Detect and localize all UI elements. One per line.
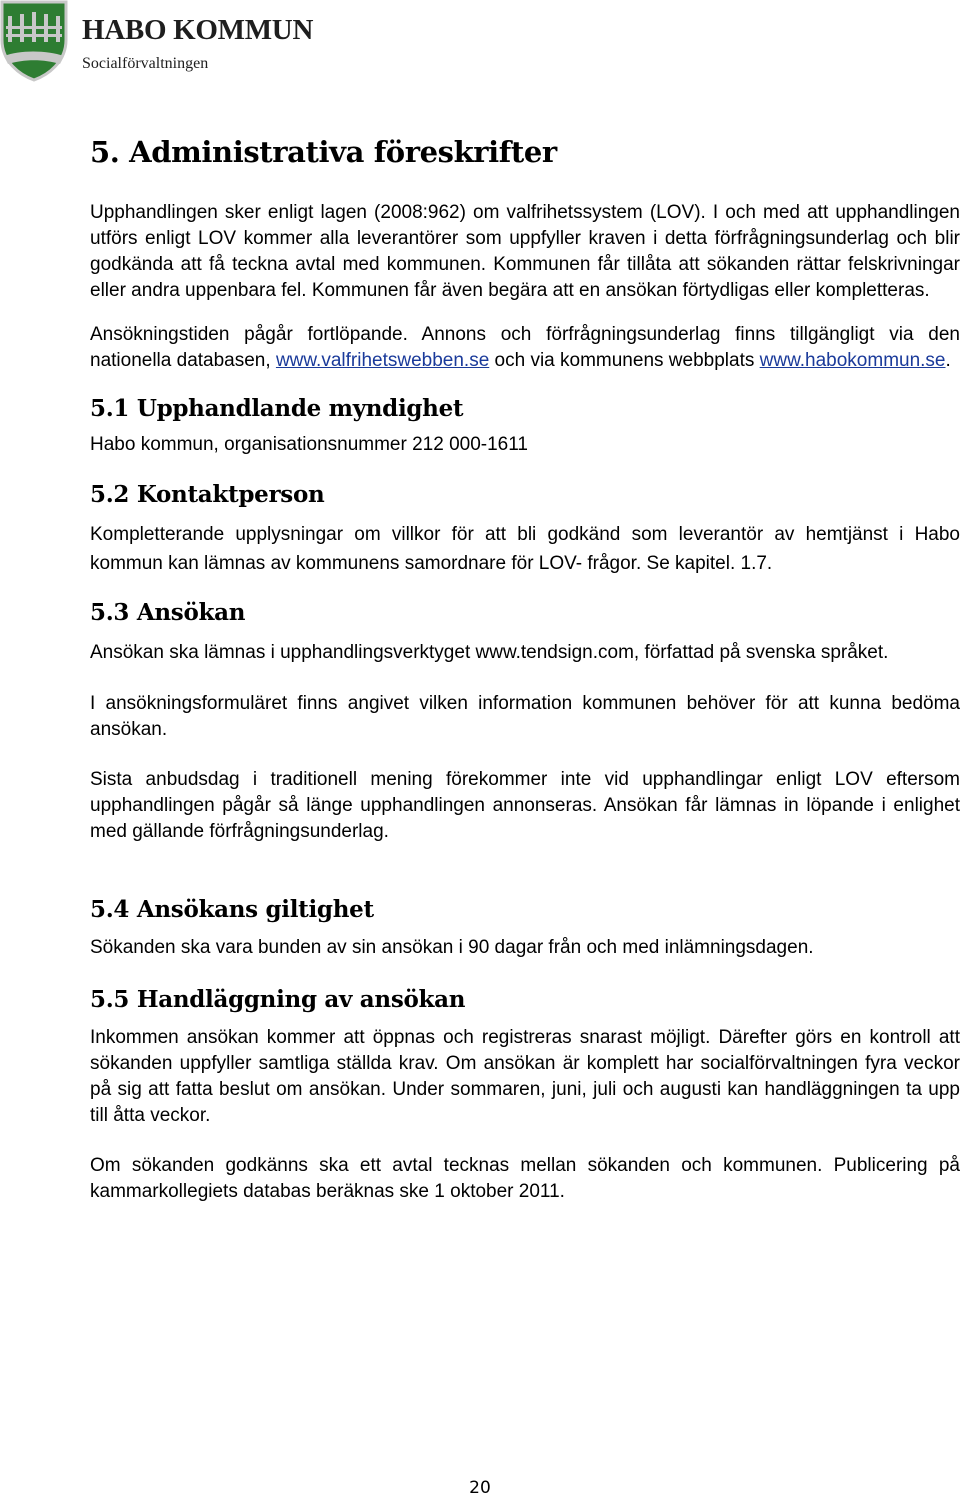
section-5-3-paragraph-1: Ansökan ska lämnas i upphandlingsverktyget www.tendsign.com, författad på svenska språket.: [90, 642, 889, 663]
section-5-2-heading: 5.2 Kontaktperson: [90, 481, 325, 508]
section-5-2-paragraph-1: Kompletterande upplysningar om villkor för att bli godkänd som leverantör av hemtjänst i Habo kommun kan lämnas av kommunens samordnare för LOV- frågor. Se kapitel. 1.7.: [90, 524, 960, 574]
section-5-p2-text-2: och via kommunens webbplats: [489, 350, 760, 371]
section-5-3-paragraph-2: I ansökningsformuläret finns angivet vilken information kommunen behöver för att kunna bedöma ansökan.: [90, 693, 960, 740]
section-5-1-heading: 5.1 Upphandlande myndighet: [90, 395, 464, 422]
document-body: [90, 130, 960, 1205]
section-5-5-paragraph-1: Inkommen ansökan kommer att öppnas och registreras snarast möjligt. Därefter görs en kontroll att sökanden uppfyller samtliga ställda krav. Om ansökan är komplett har socialförvaltningen fyra veckor på sig att fatta beslut om ansökan. Under sommaren, juni, juli och augusti kan handläggningen ta upp till åtta veckor.: [90, 1027, 960, 1126]
section-5-paragraph-2: [90, 322, 960, 374]
page-header: [0, 0, 400, 85]
department-name: Socialförvaltningen: [82, 55, 209, 72]
section-5-3-heading: 5.3 Ansökan: [90, 599, 246, 626]
section-5-5-heading: 5.5 Handläggning av ansökan: [90, 986, 466, 1013]
section-5-5-paragraph-2: Om sökanden godkänns ska ett avtal tecknas mellan sökanden och kommunen. Publicering på kammarkollegiets databas beräknas ske 1 oktober 2011.: [90, 1155, 960, 1202]
section-5-p2-text-3: .: [945, 350, 951, 371]
section-5-p2-text-1: Ansökningstiden pågår fortlöpande. Annons och förfrågningsunderlag finns tillgängligt via den nationella databasen,: [90, 324, 960, 371]
section-5-3-paragraph-3: Sista anbudsdag i traditionell mening förekommer inte vid upphandlingar enligt LOV eftersom upphandlingen pågår så länge upphandlingen annonseras. Ansökan får lämnas in löpande i enlighet med gällande förfrågningsunderlag.: [90, 769, 960, 842]
valfrihetswebben-link[interactable]: www.valfrihetswebben.se: [275, 350, 490, 371]
habokommun-link[interactable]: www.habokommun.se: [759, 350, 946, 371]
section-5-1-paragraph-1: Habo kommun, organisationsnummer 212 000-1611: [90, 434, 528, 455]
section-5-heading: 5. Administrativa föreskrifter: [90, 135, 557, 169]
section-5-4-paragraph-1: Sökanden ska vara bunden av sin ansökan i 90 dagar från och med inlämningsdagen.: [90, 937, 814, 958]
habo-kommun-shield-logo: [0, 0, 70, 82]
page-number: 20: [469, 1478, 491, 1498]
org-name: HABO KOMMUN: [82, 14, 314, 46]
section-5-paragraph-1: Upphandlingen sker enligt lagen (2008:962) om valfrihetssystem (LOV). I och med att upphandlingen utförs enligt LOV kommer alla leverantörer som uppfyller kraven i detta förfrågningsunderlag och blir godkända att få teckna avtal med kommunen. Kommunen får tillåta att sökanden rättar felskrivningar eller andra uppenbara fel. Kommunen får även begära att en ansökan förtydligas eller kompletteras.: [90, 202, 960, 301]
section-5-4-heading: 5.4 Ansökans giltighet: [90, 896, 374, 923]
